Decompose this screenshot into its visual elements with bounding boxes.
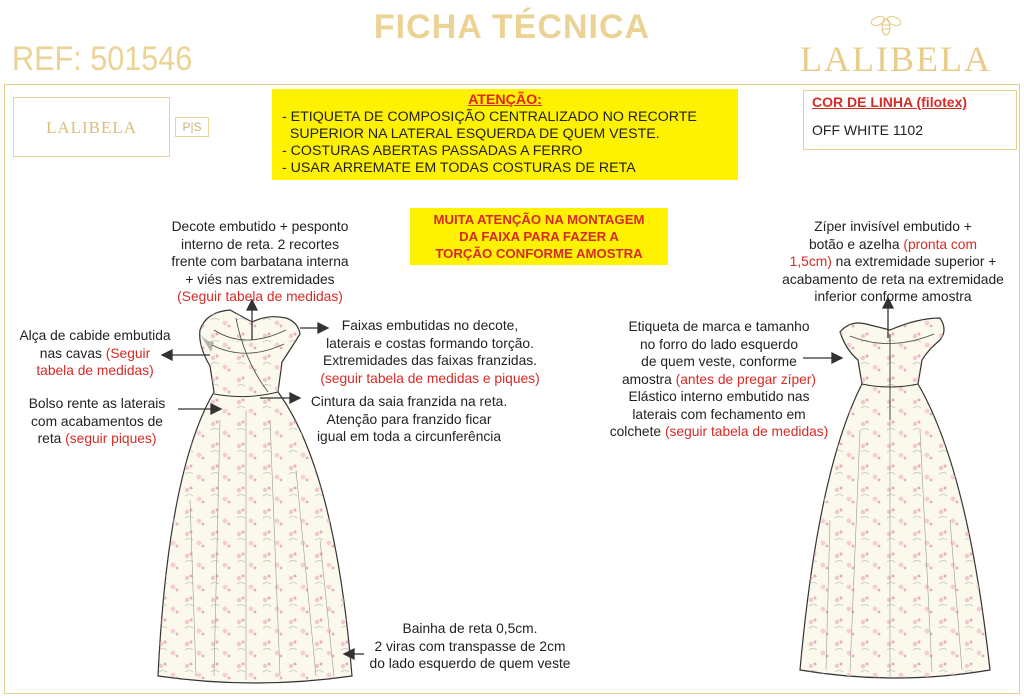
note-line: Cintura da saia franzida na reta. bbox=[310, 394, 508, 409]
note-line: Atenção para franzido ficar bbox=[326, 411, 492, 427]
attention-line: - ETIQUETA DE COMPOSIÇÃO CENTRALIZADO NO RECORTE bbox=[282, 109, 697, 125]
note-line: Bolso rente as laterais bbox=[28, 396, 166, 411]
note-line: Alça de cabide embutida bbox=[19, 328, 171, 343]
note-red-line: (Seguir tabela de medidas) bbox=[177, 289, 343, 304]
note-line: inferior conforme amostra bbox=[814, 289, 972, 304]
page-title: FICHA TÉCNICA bbox=[373, 8, 651, 46]
note-line: Bainha de reta 0,5cm. bbox=[402, 621, 538, 636]
warning-line: DA FAIXA PARA FAZER A bbox=[459, 229, 619, 244]
note-line: na extremidade superior + bbox=[831, 254, 997, 269]
note-red-line: (antes de pregar zíper) bbox=[675, 371, 816, 387]
note-alca bbox=[6, 327, 184, 380]
note-etiqueta bbox=[596, 318, 842, 441]
note-red-line: 1,5cm) bbox=[789, 254, 832, 269]
note-line: laterais e costas formando torção. bbox=[326, 335, 534, 351]
note-cintura bbox=[294, 393, 524, 446]
note-line: acabamento de reta na extremidade bbox=[782, 271, 1004, 287]
reference-code: REF: 501546 bbox=[12, 40, 193, 78]
note-red-line: tabela de medidas) bbox=[36, 363, 154, 378]
note-line: de quem veste, conforme bbox=[641, 354, 797, 369]
note-line: Extremidades das faixas franzidas. bbox=[323, 353, 537, 368]
note-line: Zíper invisível embutido + bbox=[814, 219, 972, 234]
thread-color-label: COR DE LINHA (filotex) bbox=[812, 94, 968, 110]
note-red-line: (seguir tabela de medidas) bbox=[664, 424, 829, 439]
note-red-line: (Seguir bbox=[105, 345, 151, 361]
note-line: reta bbox=[37, 431, 66, 446]
note-line: no forro do lado esquerdo bbox=[639, 336, 798, 352]
note-line: do lado esquerdo de quem veste bbox=[369, 656, 571, 671]
note-line: igual em toda a circunferência bbox=[316, 429, 502, 444]
note-line: Etiqueta de marca e tamanho bbox=[628, 319, 810, 334]
note-line: Elástico interno embutido nas bbox=[628, 389, 810, 404]
attention-heading: ATENÇÃO: bbox=[468, 92, 542, 108]
note-decote bbox=[150, 218, 370, 306]
note-bolso bbox=[8, 395, 186, 448]
note-faixas bbox=[304, 317, 556, 387]
size-label: P|S bbox=[175, 117, 209, 137]
note-red-line: (seguir tabela de medidas e piques) bbox=[320, 370, 540, 386]
note-line: 2 viras com transpasse de 2cm bbox=[374, 638, 566, 654]
warning-line: MUITA ATENÇÃO NA MONTAGEM bbox=[433, 212, 645, 227]
label-logo-text: LALIBELA bbox=[45, 118, 138, 137]
note-ziper bbox=[764, 218, 1022, 306]
note-line: Decote embutido + pesponto bbox=[171, 219, 349, 234]
note-line: colchete bbox=[609, 424, 665, 439]
attention-line: - USAR ARREMATE EM TODAS COSTURAS DE RETA bbox=[282, 160, 636, 176]
note-line: interno de reta. 2 recortes bbox=[181, 236, 339, 252]
note-bainha bbox=[350, 620, 590, 673]
thread-color-value: OFF WHITE 1102 bbox=[812, 122, 923, 138]
note-line: Faixas embutidas no decote, bbox=[341, 318, 519, 333]
attention-line: - COSTURAS ABERTAS PASSADAS A FERRO bbox=[282, 143, 583, 159]
brand-logo: LALIBELA bbox=[800, 39, 992, 79]
note-line: com acabamentos de bbox=[31, 413, 163, 429]
note-line: frente com barbatana interna bbox=[171, 254, 349, 269]
attention-line: SUPERIOR NA LATERAL ESQUERDA DE QUEM VESTE. bbox=[282, 126, 660, 142]
note-line: amostra bbox=[621, 371, 676, 387]
note-red-line: (seguir piques) bbox=[65, 431, 157, 446]
note-red-line: (pronta com bbox=[903, 236, 977, 252]
warning-line: TORÇÃO CONFORME AMOSTRA bbox=[435, 246, 643, 261]
note-line: + viés nas extremidades bbox=[185, 271, 335, 287]
note-line: botão e azelha bbox=[809, 236, 904, 252]
note-line: laterais com fechamento em bbox=[632, 406, 806, 422]
note-line: nas cavas bbox=[39, 345, 106, 361]
